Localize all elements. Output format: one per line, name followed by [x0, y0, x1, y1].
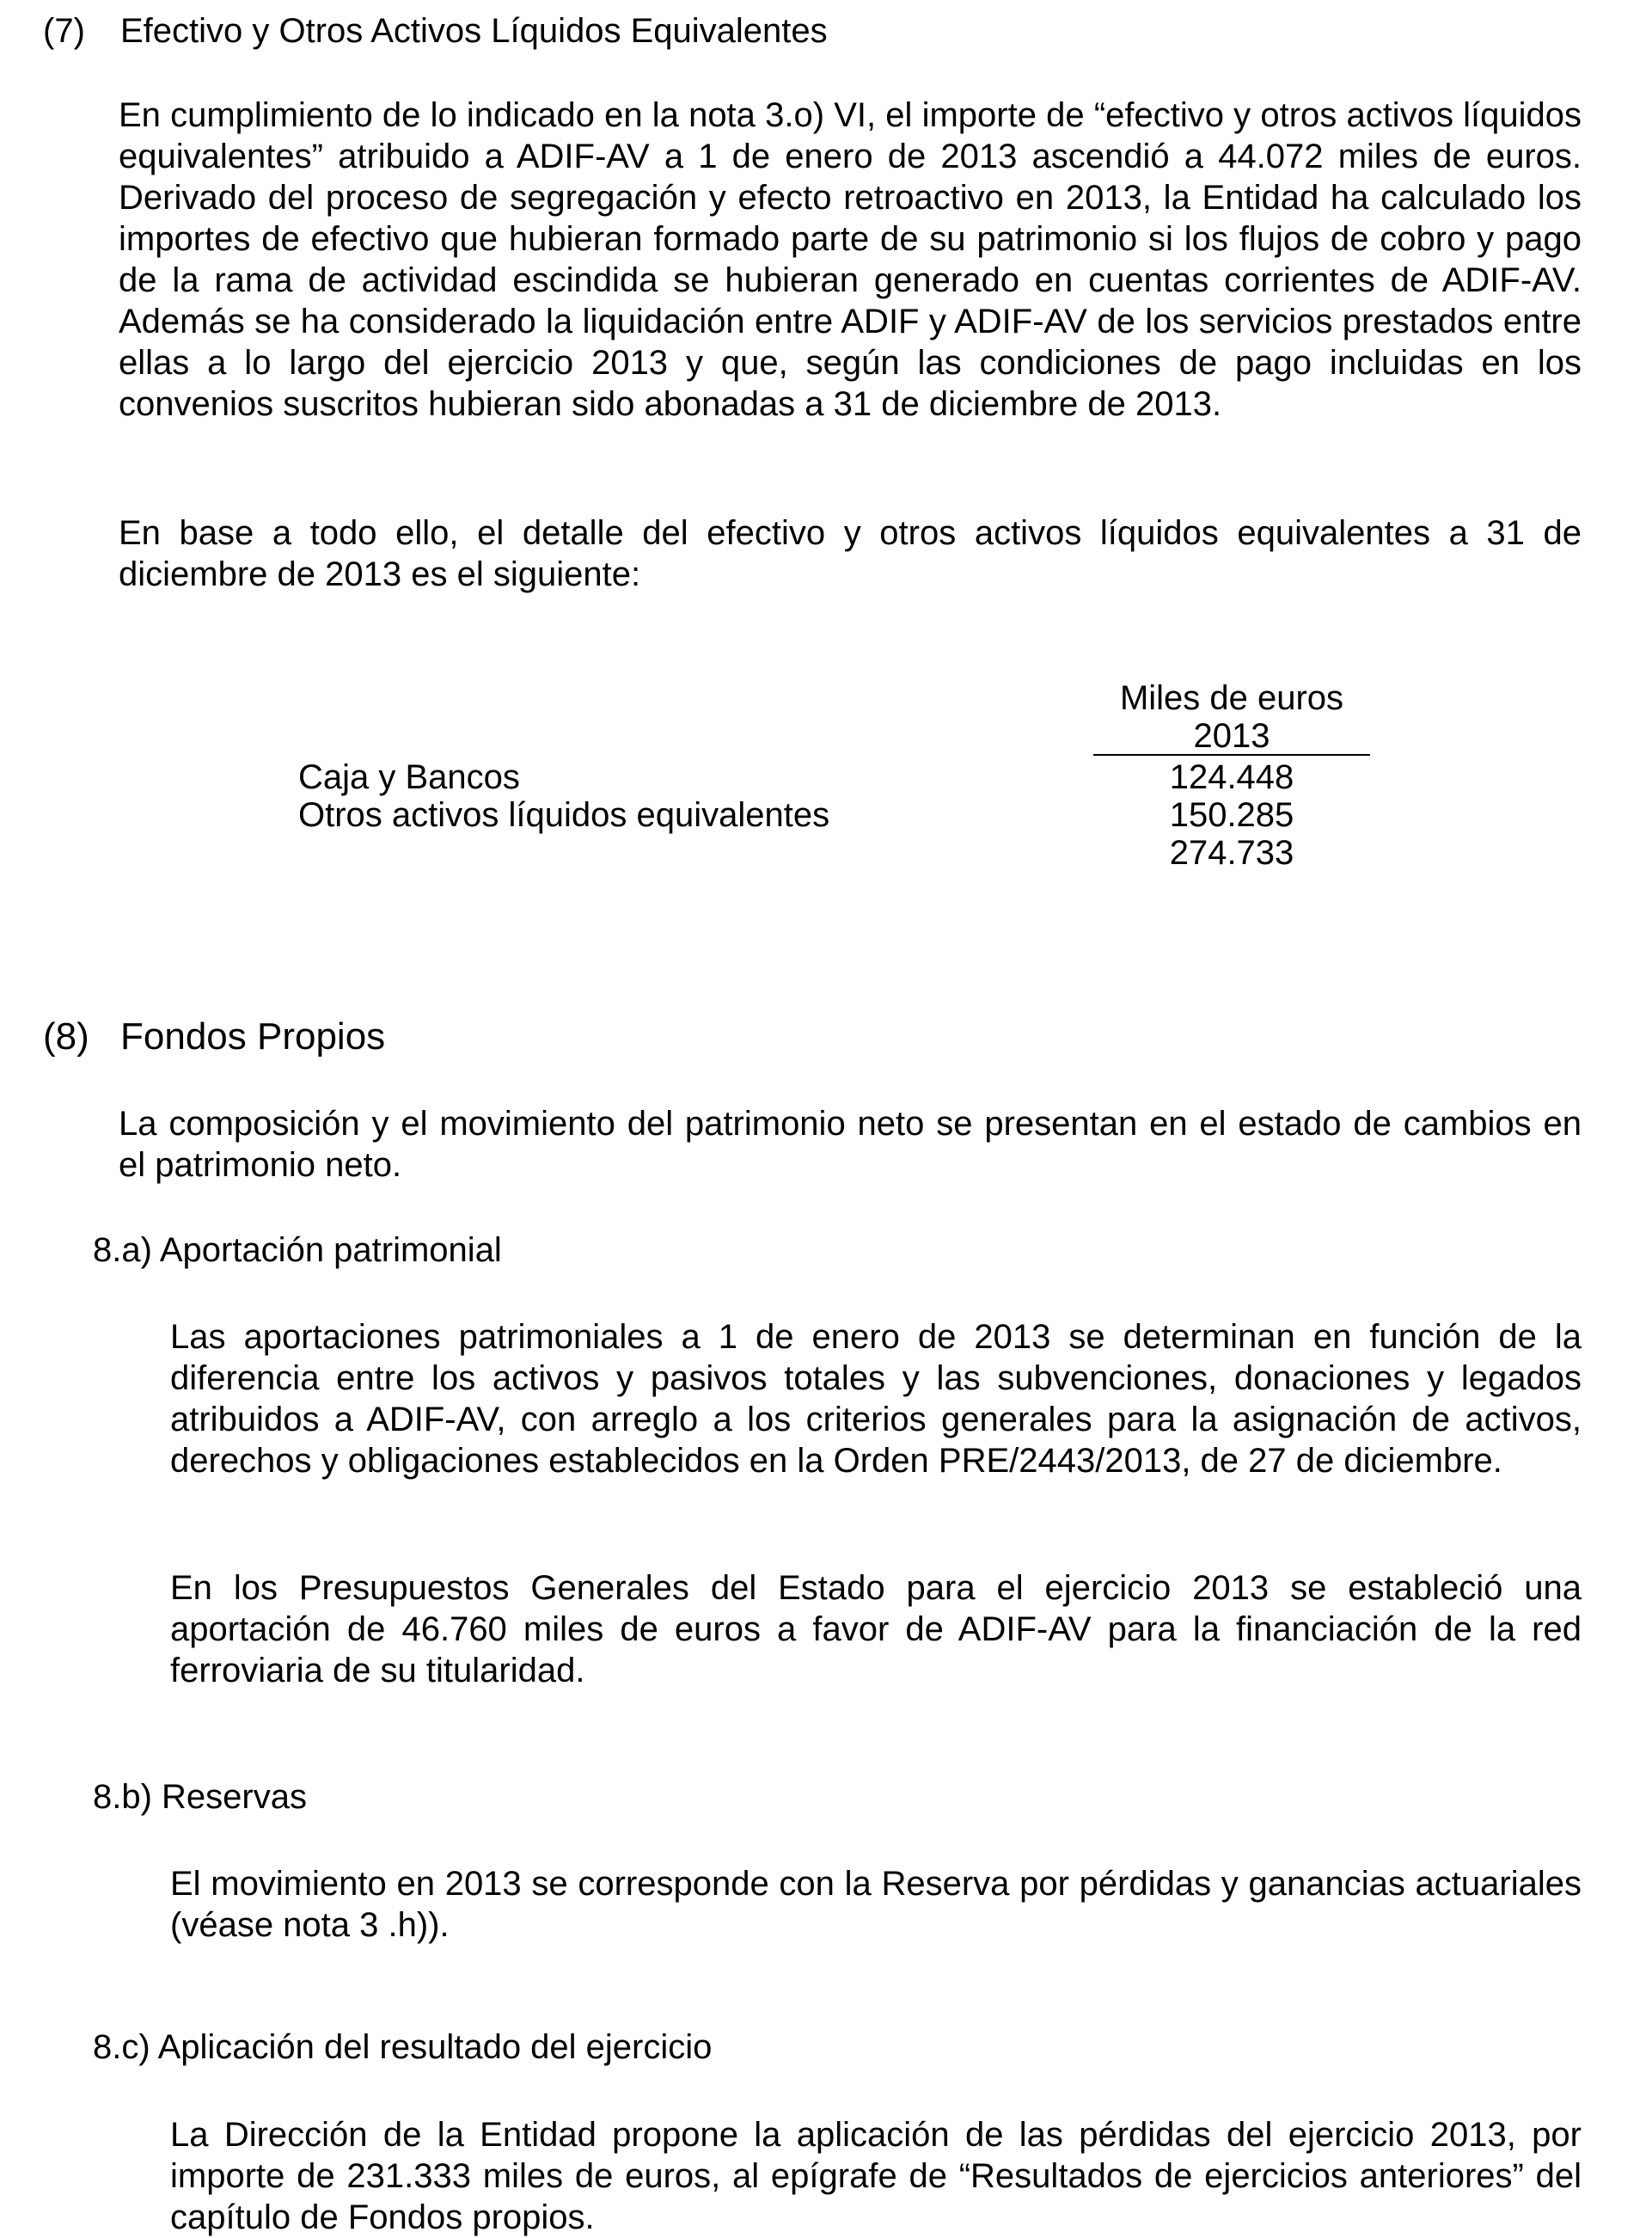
table-header-year: 2013 — [1193, 717, 1270, 755]
section-8-intro: La composición y el movimiento del patrimonio neto se presentan en el estado de cambios en el patrimonio neto. — [119, 1105, 1582, 1184]
section-8-number: (8) — [43, 1015, 89, 1058]
section-8c-paragraph-1: La Dirección de la Entidad propone la aplicación de las pérdidas del ejercicio 2013, por importe de 231.333 miles de euros, al epígrafe de “Resultados de ejercicios anteriores” del capítulo de Fondos propios. — [170, 2116, 1582, 2236]
section-8c-heading: 8.c) Aplicación del resultado del ejercicio — [93, 2028, 713, 2066]
table-total-value: 274.733 — [1169, 834, 1294, 872]
section-8b-paragraph-1: El movimiento en 2013 se corresponde con la Reserva por pérdidas y ganancias actuariales (véase nota 3 .h)). — [170, 1865, 1582, 1944]
section-8b-heading: 8.b) Reservas — [93, 1778, 307, 1816]
table-row-value: 124.448 — [1169, 758, 1294, 796]
section-7-paragraph-1: En cumplimiento de lo indicado en la nota 3.o) VI, el importe de “efectivo y otros activos líquidos equivalentes” atribuido a ADIF-AV a 1 de enero de 2013 ascendió a 44.072 miles de euros. Derivado del proceso de segregación y efecto retroactivo en 2013, la Entidad ha calculado los importes de efectivo que hubieran formado parte de su patrimonio si los flujos de cobro y pago de la rama de actividad escindida se hubieran generado en cuentas corrientes de ADIF-AV. Además se ha considerado la liquidación entre ADIF y ADIF-AV de los servicios prestados entre ellas a lo largo del ejercicio 2013 y que, según las condiciones de pago incluidas en los convenios suscritos hubieran sido abonadas a 31 de diciembre de 2013. — [119, 96, 1582, 423]
table-row-value: 150.285 — [1169, 796, 1294, 834]
table-header-unit: Miles de euros — [1119, 679, 1344, 717]
table-row-label: Caja y Bancos — [298, 758, 520, 796]
section-8a-paragraph-2: En los Presupuestos Generales del Estado para el ejercicio 2013 se estableció una aportación de 46.760 miles de euros a favor de ADIF-AV para la financiación de la red ferroviaria de su titularidad. — [170, 1569, 1582, 1689]
table-row-label: Otros activos líquidos equivalentes — [298, 796, 830, 834]
section-7-paragraph-2: En base a todo ello, el detalle del efectivo y otros activos líquidos equivalentes a 31 de diciembre de 2013 es el siguiente: — [119, 514, 1582, 593]
section-7-title: Efectivo y Otros Activos Líquidos Equivalentes — [120, 12, 828, 50]
section-8a-heading: 8.a) Aportación patrimonial — [93, 1231, 502, 1269]
section-8-title: Fondos Propios — [120, 1015, 386, 1058]
section-7-number: (7) — [43, 12, 85, 50]
section-8a-paragraph-1: Las aportaciones patrimoniales a 1 de enero de 2013 se determinan en función de la diferencia entre los activos y pasivos totales y las subvenciones, donaciones y legados atribuidos a ADIF-AV, con arreglo a los criterios generales para la asignación de activos, derechos y obligaciones establecidos en la Orden PRE/2443/2013, de 27 de diciembre. — [170, 1318, 1582, 1480]
table-header-rule — [1093, 754, 1370, 756]
